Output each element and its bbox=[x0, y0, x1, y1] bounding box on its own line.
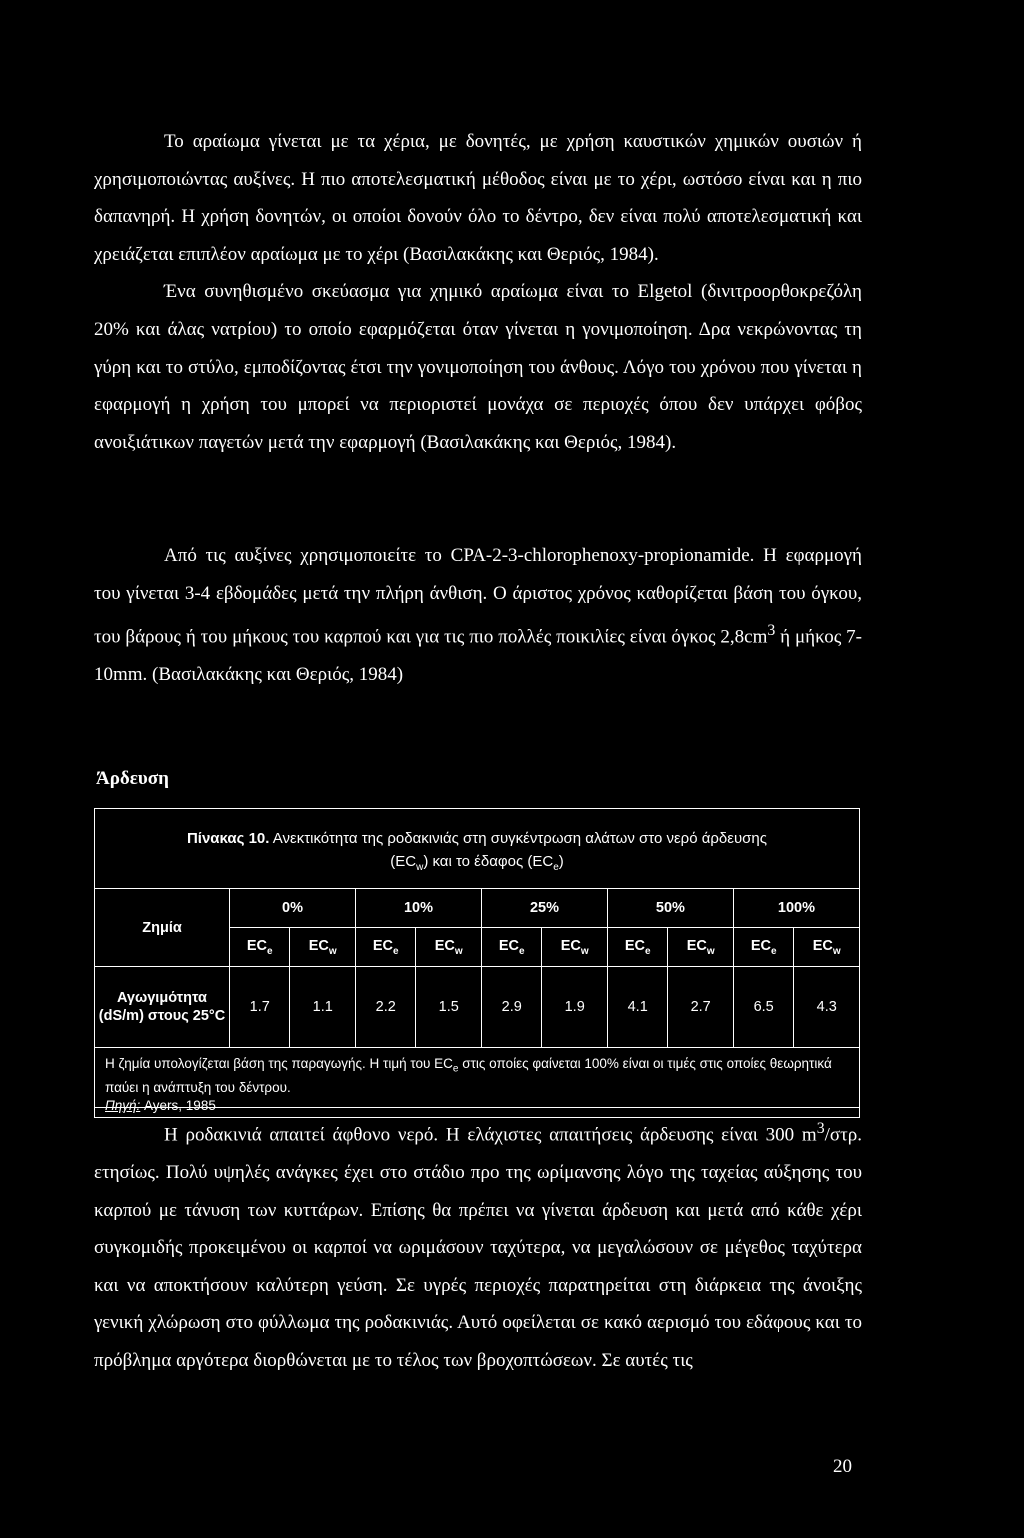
table-cell-value: 2.9 bbox=[481, 967, 541, 1048]
table-note bbox=[105, 1055, 859, 1097]
header-pct: 25% bbox=[481, 889, 607, 928]
caption-part: (EC bbox=[390, 853, 417, 870]
table-caption-number: Πίνακας 10. bbox=[186, 830, 270, 847]
paragraph-thinning bbox=[94, 123, 862, 461]
superscript-3: 3 bbox=[767, 622, 776, 640]
section-heading-irrigation: Άρδευση bbox=[96, 768, 169, 789]
paragraph-irrigation-part-a: Η ροδακινιά απαιτεί άφθονο νερό. Η ελάχιστες απαιτήσεις άρδευσης είναι 300 m bbox=[164, 1124, 817, 1146]
paragraph-auxins-part-a: Από τις αυξίνες χρησιμοποιείτε το CPA-2-3-chlorophenoxy-propionamide. Η εφαρμογή του γίνεται 3-4 εβδομάδες μετά την πλήρη άνθιση. Ο άριστος χρόνος καθορίζεται βάση του όγκου, του βάρους ή του μήκους του καρπού και για τις πιο πολλές ποικιλίες είναι όγκος 2,8cm bbox=[94, 545, 862, 648]
ec-label: EC bbox=[560, 937, 581, 954]
header-ec bbox=[416, 928, 482, 967]
note-part: στις οποίες φαίνεται 100% είναι οι τιμές στις οποίες θεωρητικά παύει η ανάπτυξη του δέντρου. bbox=[105, 1056, 832, 1095]
caption-part: ) και το έδαφος (EC bbox=[423, 853, 554, 870]
ec-label: EC bbox=[498, 937, 519, 954]
caption-part: ) bbox=[558, 853, 564, 870]
table-cell-value: 6.5 bbox=[733, 967, 793, 1048]
header-ec bbox=[542, 928, 608, 967]
ec-label: EC bbox=[372, 937, 394, 954]
ec-label: EC bbox=[624, 937, 645, 954]
paragraph-thinning-methods: Το αραίωμα γίνεται με τα χέρια, με δονητές, με χρήση καυστικών χημικών ουσιών ή χρησιμοποιώντας αυξίνες. Η πιο αποτελεσματική μέθοδος είναι με το χέρι, ωστόσο είναι και η πιο δαπανηρή. Η χρήση δονητών, οι οποίοι δονούν όλο το δέντρο, δεν είναι πολύ αποτελεσματική και χρειάζεται επιπλέον αραίωμα με το χέρι (Βασιλακάκης και Θεριός, 1984). bbox=[94, 131, 862, 265]
ec-sub: e bbox=[267, 945, 273, 957]
salinity-tolerance-table bbox=[94, 888, 860, 1048]
ec-sub: w bbox=[328, 945, 337, 957]
header-ec bbox=[607, 928, 667, 967]
source-text: Ayers, 1985 bbox=[140, 1097, 216, 1113]
paragraph-auxins-text bbox=[94, 537, 862, 694]
table-row bbox=[95, 967, 860, 1048]
ec-label: EC bbox=[686, 937, 707, 954]
header-ec bbox=[668, 928, 734, 967]
source-label: Πηγή: bbox=[105, 1097, 141, 1113]
ec-sub: w bbox=[580, 945, 589, 957]
table-cell-value: 2.7 bbox=[668, 967, 734, 1048]
header-conductivity: Αγωγιμότητα (dS/m) στους 25°C bbox=[95, 967, 230, 1048]
ec-label: EC bbox=[812, 937, 833, 954]
ec-sub: e bbox=[519, 945, 525, 957]
header-pct: 100% bbox=[733, 889, 859, 928]
header-ec bbox=[794, 928, 860, 967]
header-ec bbox=[481, 928, 541, 967]
paragraph-auxins-part-b: ή μήκος 7-10mm. (Βασιλακάκης και Θεριός, 1984) bbox=[94, 626, 862, 686]
header-ec bbox=[733, 928, 793, 967]
ec-sub: e bbox=[770, 945, 777, 957]
table-cell-value: 1.7 bbox=[230, 967, 290, 1048]
header-pct: 10% bbox=[355, 889, 481, 928]
table-caption-title: Ανεκτικότητα της ροδακινιάς στη συγκέντρωση αλάτων στο νερό άρδευσης bbox=[269, 830, 768, 847]
table-cell-value: 1.1 bbox=[290, 967, 356, 1048]
ec-label: EC bbox=[246, 937, 268, 954]
header-ec bbox=[230, 928, 290, 967]
ec-label: EC bbox=[434, 937, 455, 954]
table-cell-value: 1.9 bbox=[542, 967, 608, 1048]
ec-label: EC bbox=[308, 937, 329, 954]
table-cell-value: 4.1 bbox=[607, 967, 667, 1048]
page-number: 20 bbox=[833, 1456, 852, 1477]
note-sub: e bbox=[452, 1063, 459, 1075]
header-ec bbox=[290, 928, 356, 967]
table-cell-value: 4.3 bbox=[794, 967, 860, 1048]
header-pct: 0% bbox=[230, 889, 356, 928]
paragraph-elgetol: Ένα συνηθισμένο σκεύασμα για χημικό αραίωμα είναι το Elgetol (δινιτροορθοκρεζόλη 20% και άλας νατρίου) το οποίο εφαρμόζεται όταν γίνεται η γονιμοποίηση. Δρα νεκρώνοντας τη γύρη και το στύλο, εμποδίζοντας έτσι την γονιμοποίηση του άνθους. Λόγο του χρόνου που γίνεται η εφαρμογή η χρήση του μπορεί να περιοριστεί μονάχα σε περιοχές όπου δεν υπάρχει φόβος ανοιξιάτικων παγετών μετά την εφαρμογή (Βασιλακάκης και Θεριός, 1984). bbox=[94, 281, 862, 453]
header-ec bbox=[355, 928, 415, 967]
header-pct: 50% bbox=[607, 889, 733, 928]
ec-sub: e bbox=[644, 945, 651, 957]
superscript-3: 3 bbox=[816, 1120, 825, 1137]
caption-sub-w: w bbox=[416, 862, 424, 873]
table-cell-value: 1.5 bbox=[416, 967, 482, 1048]
ec-sub: w bbox=[706, 945, 715, 957]
table-notes bbox=[94, 1052, 860, 1118]
table-caption bbox=[95, 827, 859, 879]
ec-sub: w bbox=[454, 945, 463, 957]
paragraph-auxins bbox=[94, 537, 862, 694]
note-part: Η ζημία υπολογίζεται βάση της παραγωγής. Η τιμή του EC bbox=[105, 1056, 453, 1071]
ec-label: EC bbox=[750, 937, 771, 954]
header-loss: Ζημία bbox=[95, 889, 230, 967]
ec-sub: w bbox=[832, 945, 841, 957]
paragraph-irrigation bbox=[94, 1110, 862, 1379]
table-cell-value: 2.2 bbox=[355, 967, 415, 1048]
paragraph-irrigation-part-b: /στρ. ετησίως. Πολύ υψηλές ανάγκες έχει στο στάδιο προ της ωρίμανσης λόγο της ταχείας αύξησης του καρπού με τάνυση των κυττάρων. Επίσης θα πρέπει να γίνεται άρδευση και μετά από κάθε χέρι συγκομιδής προκειμένου οι καρποί να ωριμάσουν ταχύτερα, να μεγαλώσουν σε μέγεθος ταχύτερα και να αποκτήσουν καλύτερη γεύση. Σε υγρές περιοχές παρατηρείται στη διάρκεια της άνοιξης γενική χλώρωση στο φύλλωμα της ροδακινιάς. Αυτό οφείλεται σε κακό αερισμό του εδάφους και το πρόβλημα αργότερα διορθώνεται με το τέλος των βροχοπτώσεων. Σε αυτές τις bbox=[94, 1124, 862, 1371]
paragraph-irrigation-text bbox=[94, 1110, 862, 1379]
ec-sub: e bbox=[393, 945, 399, 957]
caption-sub-e: e bbox=[553, 862, 559, 873]
